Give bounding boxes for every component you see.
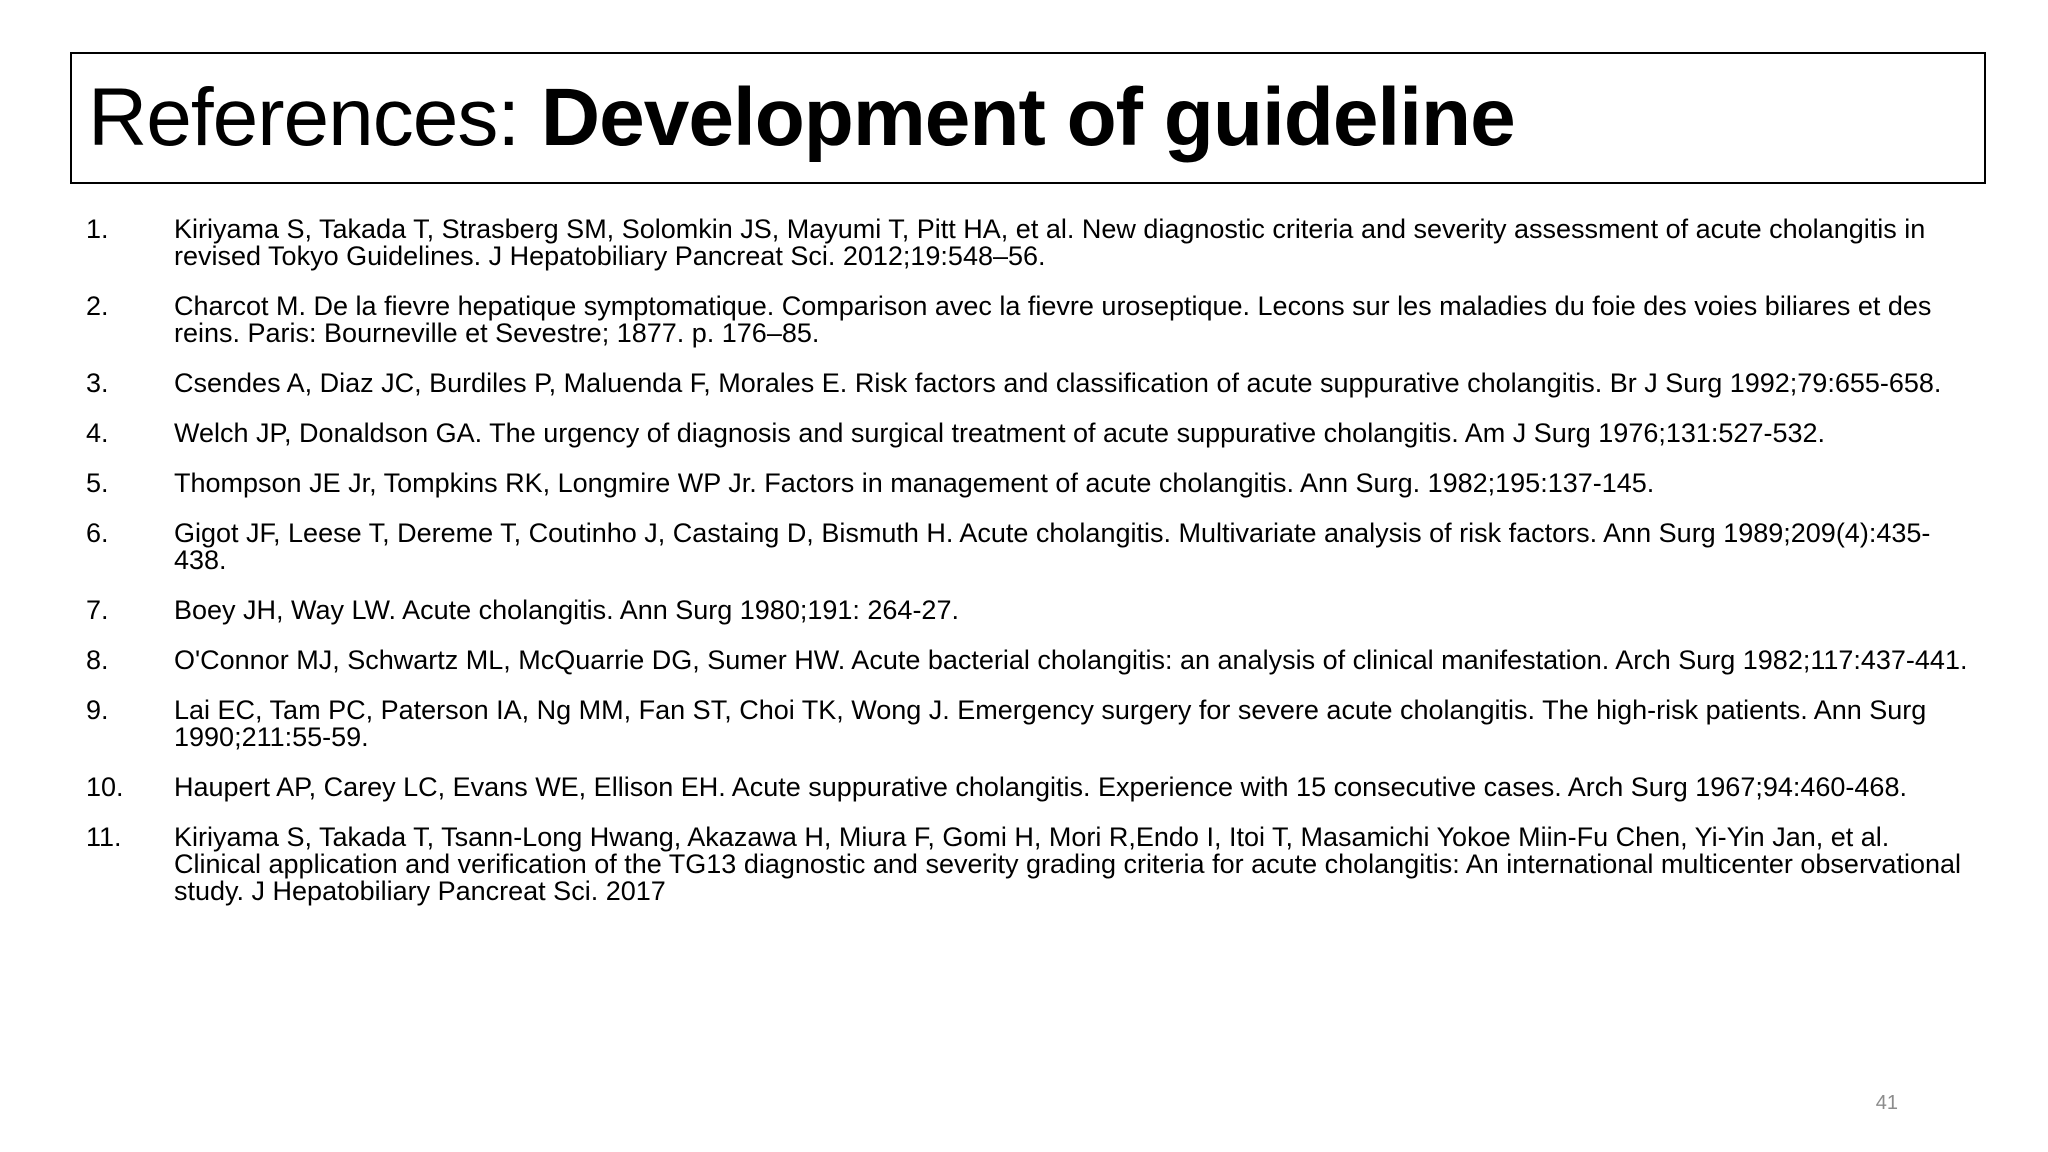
reference-number: 7. xyxy=(86,595,109,625)
reference-item xyxy=(86,420,1986,447)
page-number: 41 xyxy=(1875,1092,1898,1114)
reference-number: 4. xyxy=(86,418,109,448)
reference-number: 2. xyxy=(86,291,109,321)
reference-number: 5. xyxy=(86,468,109,498)
reference-text: Lai EC, Tam PC, Paterson IA, Ng MM, Fan ST, Choi TK, Wong J. Emergency surgery for severe acute cholangitis. The high-risk patients. Ann Surg 1990;211:55-59. xyxy=(174,695,1927,752)
reference-item xyxy=(86,370,1986,397)
reference-text: Boey JH, Way LW. Acute cholangitis. Ann Surg 1980;191: 264-27. xyxy=(174,595,959,625)
reference-number: 1. xyxy=(86,214,109,244)
reference-number: 3. xyxy=(86,368,109,398)
title-box xyxy=(70,52,1986,184)
reference-item xyxy=(86,470,1986,497)
reference-item xyxy=(86,697,1986,751)
reference-item xyxy=(86,647,1986,674)
reference-text: Kiriyama S, Takada T, Tsann-Long Hwang, Akazawa H, Miura F, Gomi H, Mori R,Endo I, Itoi T, Masamichi Yokoe Miin-Fu Chen, Yi-Yin Jan, et al. Clinical application and verification of the TG13 diagnostic and severity grading criteria for acute cholangitis: An international multicenter observational study. J Hepatobiliary Pancreat Sci. 2017 xyxy=(174,822,1961,906)
reference-item xyxy=(86,520,1986,574)
reference-item xyxy=(86,216,1986,270)
reference-number: 9. xyxy=(86,695,109,725)
reference-number: 11. xyxy=(86,822,122,852)
reference-number: 6. xyxy=(86,518,109,548)
title-bold: Development of guideline xyxy=(540,72,1515,163)
reference-text: Welch JP, Donaldson GA. The urgency of diagnosis and surgical treatment of acute suppurative cholangitis. Am J Surg 1976;131:527-532. xyxy=(174,418,1825,448)
reference-text: Gigot JF, Leese T, Dereme T, Coutinho J, Castaing D, Bismuth H. Acute cholangitis. Multivariate analysis of risk factors. Ann Surg 1989;209(4):435-438. xyxy=(174,518,1931,575)
slide-title xyxy=(88,72,1515,163)
reference-item xyxy=(86,774,1986,801)
reference-text: Haupert AP, Carey LC, Evans WE, Ellison EH. Acute suppurative cholangitis. Experience with 15 consecutive cases. Arch Surg 1967;94:460-468. xyxy=(174,772,1907,802)
reference-item xyxy=(86,824,1986,905)
reference-text: Charcot M. De la fievre hepatique symptomatique. Comparison avec la fievre uroseptique. Lecons sur les maladies du foie des voies biliares et des reins. Paris: Bourneville et Sevestre; 1877. p. 176–85. xyxy=(174,291,1932,348)
reference-number: 8. xyxy=(86,645,109,675)
reference-text: Kiriyama S, Takada T, Strasberg SM, Solomkin JS, Mayumi T, Pitt HA, et al. New diagnostic criteria and severity assessment of acute cholangitis in revised Tokyo Guidelines. J Hepatobiliary Pancreat Sci. 2012;19:548–56. xyxy=(174,214,1926,271)
reference-text: Csendes A, Diaz JC, Burdiles P, Maluenda F, Morales E. Risk factors and classification of acute suppurative cholangitis. Br J Surg 1992;79:655-658. xyxy=(174,368,1942,398)
reference-item xyxy=(86,597,1986,624)
title-prefix: References: xyxy=(88,72,541,163)
reference-text: O'Connor MJ, Schwartz ML, McQuarrie DG, Sumer HW. Acute bacterial cholangitis: an analysis of clinical manifestation. Arch Surg 1982;117:437-441. xyxy=(174,645,1968,675)
reference-number: 10. xyxy=(86,772,124,802)
reference-text: Thompson JE Jr, Tompkins RK, Longmire WP Jr. Factors in management of acute cholangitis. Ann Surg. 1982;195:137-145. xyxy=(174,468,1655,498)
reference-item xyxy=(86,293,1986,347)
reference-list xyxy=(86,216,1986,928)
